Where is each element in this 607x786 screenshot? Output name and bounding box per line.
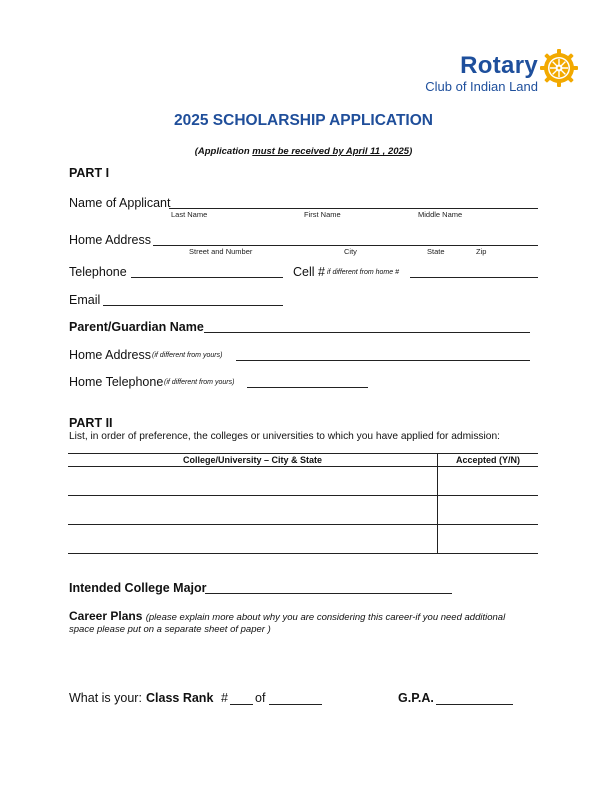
cell-label: Cell #	[293, 265, 325, 279]
address-label: Home Address	[69, 233, 151, 247]
college-cell[interactable]	[68, 496, 438, 525]
deadline-note: (Application must be received by April 11 , 2025)	[194, 146, 413, 157]
rotary-wheel-icon	[539, 48, 579, 88]
state-caption: State	[427, 247, 445, 256]
career-plans	[69, 609, 505, 623]
logo-text	[420, 54, 538, 95]
accepted-column-header: Accepted (Y/N)	[438, 454, 539, 467]
email-label: Email	[69, 293, 101, 307]
last-name-caption: Last Name	[171, 210, 208, 219]
career-label: Career Plans	[69, 609, 143, 623]
table-row	[68, 496, 538, 525]
college-column-header: College/University – City & State	[68, 454, 438, 467]
parent-phone-label: Home Telephone	[69, 375, 164, 389]
parent-address-note: (if different from yours)	[152, 352, 223, 359]
address-field[interactable]	[153, 245, 538, 246]
telephone-field[interactable]	[131, 277, 283, 278]
major-label: Intended College Major	[69, 581, 207, 595]
career-note-line1: (please explain more about why you are considering this career-if you need additional	[145, 612, 506, 623]
career-note-line2: space please put on a separate sheet of paper )	[69, 624, 271, 635]
city-caption: City	[344, 247, 357, 256]
part2-instruction: List, in order of preference, the colleges or universities to which you have applied for admission:	[69, 431, 500, 442]
colleges-table	[68, 453, 538, 554]
accepted-cell[interactable]	[438, 467, 539, 496]
accepted-cell[interactable]	[438, 496, 539, 525]
rank-hash: #	[221, 691, 228, 705]
part2-heading: PART II	[69, 416, 113, 430]
what-label: What is your:	[69, 691, 142, 705]
table-row	[68, 467, 538, 496]
telephone-label: Telephone	[69, 265, 127, 279]
street-caption: Street and Number	[189, 247, 253, 256]
parent-address-label: Home Address	[69, 348, 151, 362]
cell-note: if different from home #	[327, 269, 399, 276]
gpa-field[interactable]	[436, 704, 513, 705]
rank-total-field[interactable]	[269, 704, 322, 705]
applicant-label: Name of Applicant	[69, 196, 171, 210]
parent-label: Parent/Guardian Name	[69, 320, 204, 334]
parent-phone-note: (if different from yours)	[164, 379, 235, 386]
logo-name: Rotary	[460, 52, 538, 79]
parent-field[interactable]	[204, 332, 530, 333]
applicant-field[interactable]	[169, 208, 538, 209]
rank-of: of	[255, 691, 266, 705]
first-name-caption: First Name	[304, 210, 341, 219]
college-cell[interactable]	[68, 525, 438, 554]
logo-club: Club of Indian Land	[425, 79, 538, 94]
parent-phone-field[interactable]	[247, 387, 368, 388]
rank-field[interactable]	[230, 704, 253, 705]
major-field[interactable]	[205, 593, 452, 594]
parent-address-field[interactable]	[236, 360, 530, 361]
rank-label: Class Rank	[146, 691, 214, 705]
middle-name-caption: Middle Name	[418, 210, 463, 219]
college-cell[interactable]	[68, 467, 438, 496]
table-row	[68, 525, 538, 554]
gpa-label: G.P.A.	[398, 691, 434, 705]
page-title: 2025 SCHOLARSHIP APPLICATION	[174, 112, 433, 129]
accepted-cell[interactable]	[438, 525, 539, 554]
email-field[interactable]	[103, 305, 283, 306]
cell-field[interactable]	[410, 277, 538, 278]
part1-heading: PART I	[69, 166, 110, 180]
zip-caption: Zip	[476, 247, 487, 256]
